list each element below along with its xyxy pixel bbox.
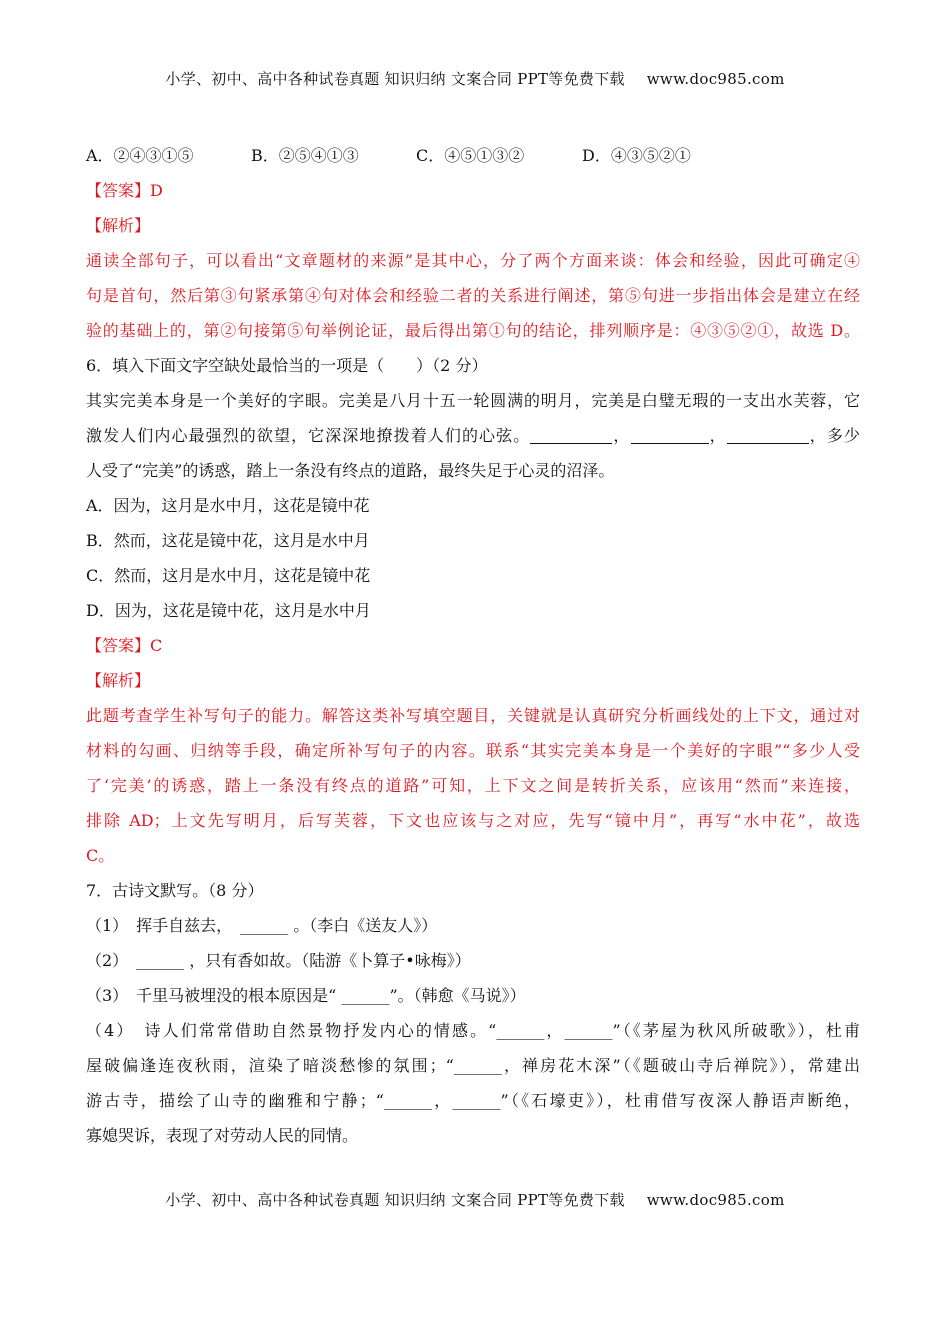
q7-item-4-line-2: 屋破偏逢连夜秋雨，渲染了暗淡愁惨的氛围；“______，禅房花木深”（《题破山寺后禅院》），常建出 [86,1056,860,1075]
q5-options [86,138,860,173]
q5-option-d: D．④③⑤②① [582,146,691,165]
page-header [0,68,950,89]
q7-item-4-line-4: 寡媳哭诉，表现了对劳动人民的同情。 [86,1126,359,1145]
q6-analysis-line-1: 此题考查学生补写句子的能力。解答这类补写填空题目，关键就是认真研究分析画线处的上下文，通过对 [86,706,860,725]
q7-item-3: （3） 千里马被埋没的根本原因是“ ______”。（韩愈《马说》） [86,986,526,1005]
q6-sep-1: ， [612,426,631,445]
q6-analysis-label: 【解析】 [86,671,151,690]
q6-analysis-line-3: 了‘完美’的诱惑，踏上一条没有终点的道路”可知，上下文之间是转折关系，应该用“然而”来连接， [86,776,860,795]
q7-item-2: （2） ______ ，只有香如故。（陆游《卜算子•咏梅》） [86,951,471,970]
q6-passage-tail: ，多少 [808,426,860,445]
q7-item-4-line-1: （4） 诗人们常常借助自然景物抒发内心的情感。“______，______”（《茅屋为秋风所破歌》），杜甫 [86,1021,860,1040]
q6-option-a: A．因为，这月是水中月，这花是镜中花 [86,496,370,515]
q6-sep-2: ， [708,426,727,445]
q6-passage-line-2 [86,418,860,453]
q7-item-4-line-3: 游古寺，描绘了山寺的幽雅和宁静；“______，______”（《石壕吏》），杜甫借写夜深人静语声断绝， [86,1091,860,1110]
q7-item-1: （1） 挥手自兹去， ______ 。（李白《送友人》） [86,916,438,935]
q5-option-b: B．②⑤④①③ [251,146,359,165]
q5-analysis-line-2: 句是首句，然后第③句紧承第④句对体会和经验二者的关系进行阐述，第⑤句进一步指出体会是建立在经 [86,286,860,305]
q5-option-a: A．②④③①⑤ [86,146,194,165]
q6-analysis-line-5: C。 [86,846,115,865]
document-body [86,138,860,1153]
q6-option-b: B．然而，这花是镜中花，这月是水中月 [86,531,370,550]
header-site: www.doc985.com [646,70,785,88]
q6-option-c: C．然而，这月是水中月，这花是镜中花 [86,566,371,585]
q5-analysis-line-3: 验的基础上的，第②句接第⑤句举例论证，最后得出第①句的结论，排列顺序是：④③⑤②①，故选 D。 [86,321,860,340]
q6-passage-line-1: 其实完美本身是一个美好的字眼。完美是八月十五一轮圆满的明月，完美是白璧无瑕的一支出水芙蓉，它 [86,391,860,410]
q6-blank-2 [631,425,709,444]
page-footer [0,1189,950,1210]
footer-site: www.doc985.com [646,1191,785,1209]
q6-analysis-line-4: 排除 AD；上文先写明月，后写芙蓉，下文也应该与之对应，先写“镜中月”，再写“水中花”，故选 [86,811,860,830]
q6-blank-1 [530,425,612,444]
footer-text: 小学、初中、高中各种试卷真题 知识归纳 文案合同 PPT等免费下载 [165,1191,625,1209]
q5-analysis-line-1: 通读全部句子，可以看出“文章题材的来源”是其中心，分了两个方面来谈：体会和经验，因此可确定④ [86,251,860,270]
q6-analysis-line-2: 材料的勾画、归纳等手段，确定所补写句子的内容。联系“其实完美本身是一个美好的字眼”“多少人受 [86,741,860,760]
q6-option-d: D．因为，这花是镜中花，这月是水中月 [86,601,371,620]
q6-passage-line-3: 人受了“完美”的诱惑，踏上一条没有终点的道路，最终失足于心灵的沼泽。 [86,461,615,480]
q5-analysis-label: 【解析】 [86,216,151,235]
header-text: 小学、初中、高中各种试卷真题 知识归纳 文案合同 PPT等免费下载 [165,70,625,88]
q6-title: 6．填入下面文字空缺处最恰当的一项是（ ）（2 分） [86,356,488,375]
q5-answer: 【答案】D [86,181,163,200]
q6-answer: 【答案】C [86,636,163,655]
q6-blank-3 [727,425,809,444]
q7-title: 7．古诗文默写。（8 分） [86,881,264,900]
q6-passage-line-2-text: 激发人们内心最强烈的欲望，它深深地撩拨着人们的心弦。 [86,426,531,445]
q5-option-c: C．④⑤①③② [416,146,525,165]
